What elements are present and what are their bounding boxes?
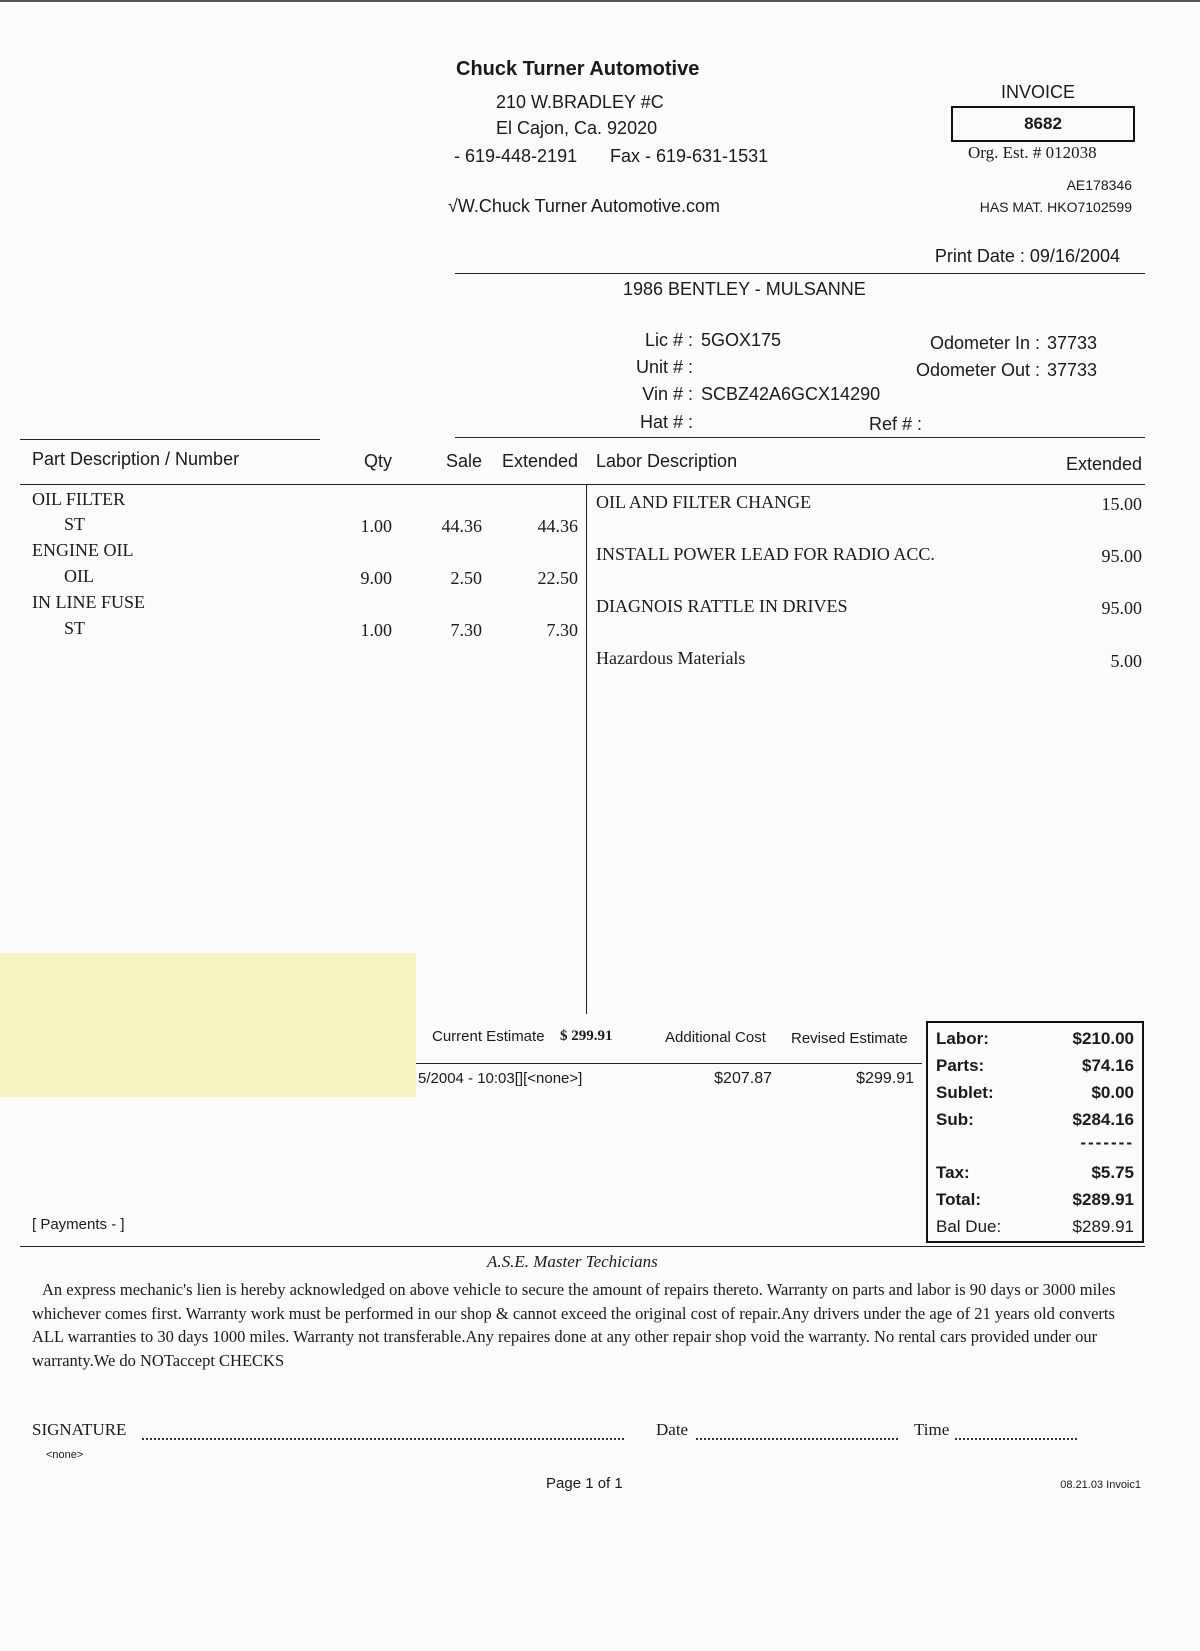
terms-paragraph: An express mechanic's lien is hereby acknowledged on above vehicle to secure the amount of repairs thereto. Warranty on parts and labor is 90 days or 3000 miles whichever comes first. Warranty work must be performed in our shop & cannot exceed the original cost of repair.Any drivers under the age of 21 years old converts ALL warranties to 30 days 1000 miles. Warranty not transferable.Any repaires done at any other repair shop void the warranty. No rental cars provided under our warranty.We do NOTaccept CHECKS [32,1280,1116,1370]
additional-cost-label: Additional Cost [665,1029,766,1046]
form-code: 08.21.03 Invoic1 [1060,1479,1141,1491]
payments-line: [ Payments - ] [32,1216,125,1233]
vin-value: SCBZ42A6GCX14290 [701,384,881,404]
parts-header-sale: Sale [445,451,482,471]
parts-total-label: Parts: [936,1056,985,1075]
tax-label: Tax: [936,1163,970,1182]
vin-label: Vin # : [642,384,693,404]
parts-header-top-rule [20,439,320,440]
shop-fax: Fax - 619-631-1531 [610,146,769,166]
tax-value: $5.75 [1091,1163,1134,1182]
part-number: ST [64,618,86,638]
terms-top-rule [20,1246,1145,1247]
current-estimate-value: $ 299.91 [560,1028,613,1044]
labor-extended: 15.00 [1101,494,1142,514]
labor-extended: 95.00 [1101,546,1142,566]
labor-header-top-rule [455,437,1145,438]
parts-labor-divider [586,484,587,1014]
totals-divider: ------- [1080,1133,1134,1152]
has-mat-number: HAS MAT. HKO7102599 [979,199,1132,215]
labor-header-extended: Extended [1065,454,1142,474]
parts-header-qty: Qty [363,451,392,471]
scan-top-edge [0,0,1200,2]
ref-label: Ref # : [869,414,923,434]
additional-cost-value: $207.87 [714,1070,772,1087]
part-name: IN LINE FUSE [32,592,145,612]
sublet-total-label: Sublet: [936,1083,994,1102]
lic-value: 5GOX175 [701,330,782,350]
print-date: Print Date : 09/16/2004 [934,246,1120,266]
invoice-label: INVOICE [1001,82,1076,102]
labor-description: Hazardous Materials [596,648,746,668]
part-sale: 44.36 [441,516,482,536]
labor-extended: 95.00 [1101,598,1142,618]
part-sale: 2.50 [450,568,482,588]
part-extended: 44.36 [537,516,578,536]
shop-name: Chuck Turner Automotive [456,58,700,80]
part-extended: 7.30 [546,620,578,640]
time-line[interactable] [955,1424,1077,1440]
ase-certification: A.S.E. Master Techicians [487,1252,658,1271]
labor-extended: 5.00 [1110,651,1142,671]
date-line[interactable] [696,1424,898,1440]
sticky-note [0,953,416,1097]
totals-box [926,1021,1144,1243]
estimate-rule [416,1063,922,1064]
labor-description: INSTALL POWER LEAD FOR RADIO ACC. [596,544,935,564]
parts-total-value: $74.16 [1082,1056,1134,1075]
sublet-total-value: $0.00 [1091,1083,1134,1102]
part-number: ST [64,514,86,534]
labor-total-label: Labor: [936,1029,989,1048]
revised-estimate-value: $299.91 [856,1070,914,1087]
parts-header-extended: Extended [501,451,578,471]
header-divider [455,273,1145,274]
unit-label: Unit # : [635,357,693,377]
signature-line[interactable] [142,1424,624,1440]
part-sale: 7.30 [450,620,482,640]
part-qty: 1.00 [360,516,392,536]
labor-header-description: Labor Description [596,451,738,471]
page-number: Page 1 of 1 [546,1475,623,1492]
org-est-number: Org. Est. # 012038 [968,143,1097,162]
odometer-out-label: Odometer Out : [915,360,1040,380]
revised-estimate-label: Revised Estimate [791,1030,908,1047]
hat-label: Hat # : [639,412,693,432]
lic-label: Lic # : [644,330,693,350]
date-label: Date [656,1420,689,1439]
estimate-history-entry: 5/2004 - 10:03[][<none>] [418,1070,583,1087]
shop-address-line1: 210 W.BRADLEY #C [496,92,664,112]
part-name: ENGINE OIL [32,540,134,560]
odometer-in-label: Odometer In : [929,333,1040,353]
table-header-bottom-rule [20,484,1145,485]
total-value: $289.91 [1072,1190,1134,1209]
balance-due-label: Bal Due: [936,1217,1002,1236]
part-name: OIL FILTER [32,489,126,509]
labor-total-value: $210.00 [1072,1029,1134,1048]
time-label: Time [914,1420,950,1439]
signature-label: SIGNATURE [32,1420,127,1439]
part-extended: 22.50 [537,568,578,588]
subtotal-value: $284.16 [1072,1110,1134,1129]
odometer-in-value: 37733 [1047,333,1098,353]
parts-header-description: Part Description / Number [32,449,240,469]
part-number: OIL [64,566,94,586]
current-estimate-label: Current Estimate [432,1028,545,1045]
part-qty: 9.00 [360,568,392,588]
subtotal-label: Sub: [936,1110,974,1129]
shop-website: √W.Chuck Turner Automotive.com [448,196,720,216]
ae-number: AE178346 [1066,177,1132,193]
part-qty: 1.00 [360,620,392,640]
labor-description: OIL AND FILTER CHANGE [596,492,812,512]
labor-description: DIAGNOIS RATTLE IN DRIVES [596,596,848,616]
signature-none: <none> [46,1449,84,1461]
vehicle-title: 1986 BENTLEY - MULSANNE [623,279,866,299]
invoice-number-box [951,106,1135,142]
shop-phone: - 619-448-2191 [454,146,578,166]
odometer-out-value: 37733 [1047,360,1098,380]
total-label: Total: [936,1190,982,1209]
invoice-number: 8682 [1024,114,1062,133]
balance-due-value: $289.91 [1072,1217,1134,1236]
shop-address-line2: El Cajon, Ca. 92020 [496,118,658,138]
